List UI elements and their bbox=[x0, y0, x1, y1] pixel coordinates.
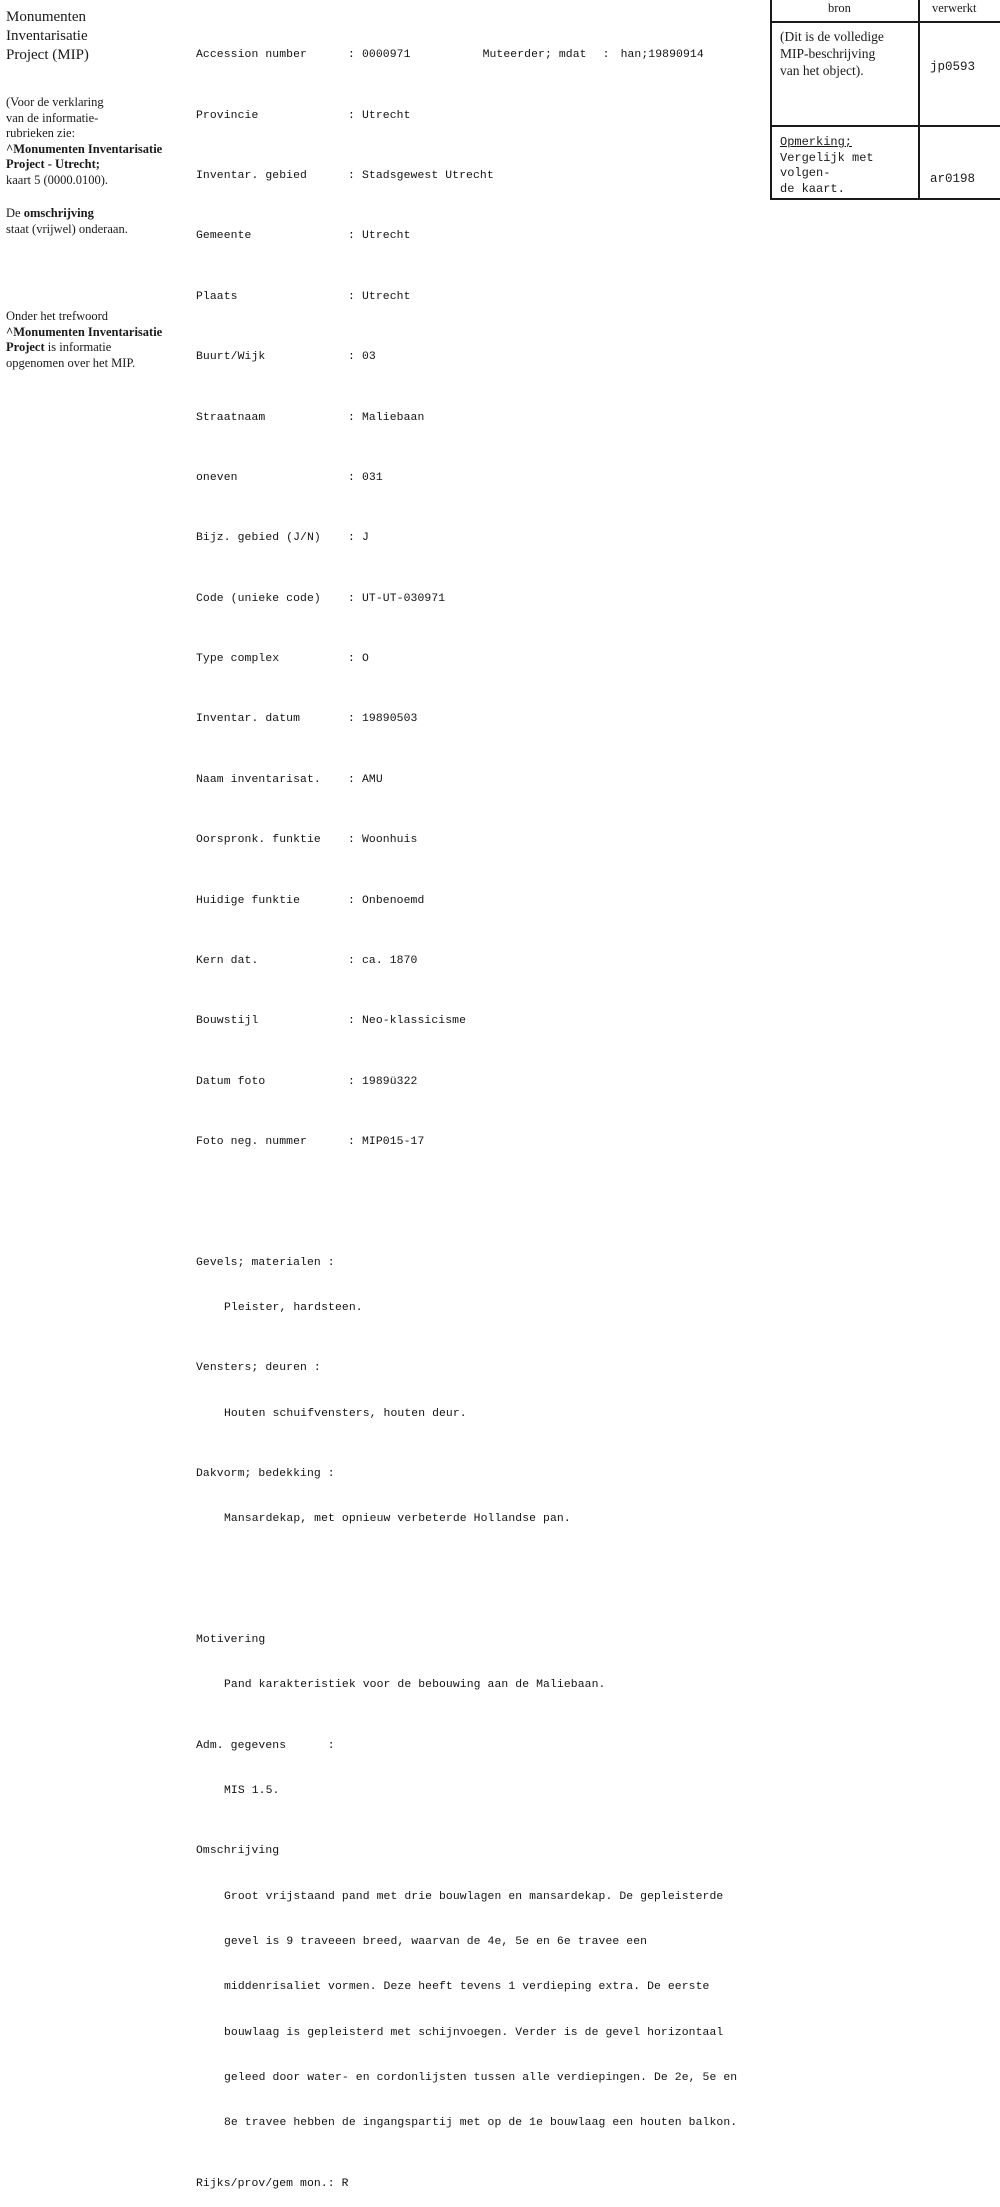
omschrijving-line bbox=[196, 1980, 766, 1995]
section-heading-omschrijving: Omschrijving bbox=[196, 1845, 280, 1858]
field-value-oorspronk-funktie: Woonhuis bbox=[362, 834, 418, 847]
field-label-bijz-gebied: Bijz. gebied (J/N) bbox=[196, 532, 321, 545]
field-value-gemeente: Utrecht bbox=[362, 230, 411, 243]
opmerking-heading: Opmerking; bbox=[780, 135, 853, 149]
section-text-adm-gegevens: MIS 1.5. bbox=[224, 1785, 280, 1798]
field-value-code: UT-UT-030971 bbox=[362, 592, 446, 605]
explanation-1-line-4: kaart 5 (0000.0100). bbox=[6, 172, 109, 187]
table-header-bron: bron bbox=[828, 1, 851, 15]
record-spacer bbox=[196, 1573, 766, 1588]
explanation-1-ref-line-2: Project - Utrecht; bbox=[6, 157, 100, 171]
field-value-oneven: 031 bbox=[362, 471, 383, 484]
section-line-gevels bbox=[196, 1301, 766, 1316]
table-header-verwerkt: verwerkt bbox=[932, 1, 977, 15]
field-value-huidige-funktie: Onbenoemd bbox=[362, 894, 425, 907]
field-colon: : bbox=[348, 411, 355, 424]
field-label-oneven: oneven bbox=[196, 471, 238, 484]
explanation-3-tail: is informatie bbox=[44, 340, 112, 354]
record-row-code bbox=[196, 592, 766, 607]
field-colon: : bbox=[348, 773, 355, 786]
table-cell-code-2: ar0198 bbox=[930, 172, 976, 186]
field-label-plaats: Plaats bbox=[196, 290, 238, 303]
field-colon: : bbox=[348, 471, 355, 484]
field-colon: : bbox=[348, 49, 355, 62]
record-row-naam-inventarisat bbox=[196, 773, 766, 788]
field-colon: : bbox=[348, 894, 355, 907]
table-row-rule bbox=[770, 125, 1000, 127]
table-column-divider bbox=[918, 0, 920, 200]
field-label-gemeente: Gemeente bbox=[196, 230, 252, 243]
field-value-foto-neg-nummer: MIP015-17 bbox=[362, 1136, 425, 1149]
field-colon: : bbox=[348, 653, 355, 666]
field-label-inventar-datum: Inventar. datum bbox=[196, 713, 301, 726]
explanation-1-ref-line-1: ^Monumenten Inventarisatie bbox=[6, 141, 163, 156]
record-row-oneven bbox=[196, 471, 766, 486]
field-value-accession: 0000971 bbox=[362, 49, 411, 62]
field-colon: : bbox=[348, 1136, 355, 1149]
explanation-block-3 bbox=[6, 309, 176, 371]
record-row-gemeente bbox=[196, 229, 766, 244]
page-title-line-3: Project (MIP) bbox=[6, 47, 89, 63]
page-title-line-2: Inventarisatie bbox=[6, 28, 88, 44]
section-text-dakvorm: Mansardekap, met opnieuw verbeterde Hollandse pan. bbox=[224, 1513, 571, 1526]
field-value-kern-dat: ca. 1870 bbox=[362, 954, 418, 967]
explanation-block-1 bbox=[6, 95, 176, 188]
field-colon: : bbox=[348, 1075, 355, 1088]
page-title-line-1: Monumenten bbox=[6, 9, 86, 25]
table-header-rule bbox=[770, 21, 1000, 23]
omschrijving-text-6: 8e travee hebben de ingangspartij met op de 1e bouwlaag een houten balkon. bbox=[224, 2117, 738, 2130]
record-row-type-complex bbox=[196, 652, 766, 667]
field-label-straatnaam: Straatnaam bbox=[196, 411, 266, 424]
table-cell-code-1: jp0593 bbox=[930, 60, 976, 74]
field-label-buurt-wijk: Buurt/Wijk bbox=[196, 351, 266, 364]
table-left-border bbox=[770, 0, 772, 200]
field-label-kern-dat: Kern dat. bbox=[196, 954, 259, 967]
explanation-3-line-2 bbox=[6, 340, 176, 356]
section-text-vensters: Houten schuifvensters, houten deur. bbox=[224, 1407, 467, 1420]
field-colon: : bbox=[348, 954, 355, 967]
explanation-block-2 bbox=[6, 206, 176, 237]
explanation-3-line-3: opgenomen over het MIP. bbox=[6, 355, 136, 370]
section-heading-motivering: Motivering bbox=[196, 1634, 266, 1647]
omschrijving-line bbox=[196, 1890, 766, 1905]
section-text-motivering: Pand karakteristiek voor de bebouwing aan de Maliebaan. bbox=[224, 1679, 606, 1692]
field-label-naam-inventarisat: Naam inventarisat. bbox=[196, 773, 321, 786]
explanation-3-ref-line-1: ^Monumenten Inventarisatie bbox=[6, 324, 163, 339]
field-label-bouwstijl: Bouwstijl bbox=[196, 1015, 259, 1028]
omschrijving-text-3: middenrisaliet vormen. Deze heeft tevens 1 verdieping extra. De eerste bbox=[224, 1981, 710, 1994]
record-row-inventar-datum bbox=[196, 712, 766, 727]
field-value-naam-inventarisat: AMU bbox=[362, 773, 383, 786]
page-title bbox=[6, 8, 176, 65]
record-row-rijks-prov-gem: Rijks/prov/gem mon.: R bbox=[196, 2177, 349, 2190]
section-text-gevels: Pleister, hardsteen. bbox=[224, 1302, 363, 1315]
field-label-oorspronk-funktie: Oorspronk. funktie bbox=[196, 834, 321, 847]
field-value-datum-foto: 1989ü322 bbox=[362, 1075, 418, 1088]
field-value-buurt-wijk: 03 bbox=[362, 351, 376, 364]
section-heading-adm-gegevens: Adm. gegevens : bbox=[196, 1739, 335, 1752]
record-row-foto-neg-nummer bbox=[196, 1135, 766, 1150]
record-row-inventar-gebied bbox=[196, 169, 766, 184]
explanation-2-prefix: De bbox=[6, 206, 24, 220]
table-note-line-3: van het object). bbox=[780, 63, 864, 78]
record-row-oorspronk-funktie bbox=[196, 833, 766, 848]
table-bottom-rule bbox=[770, 198, 1000, 200]
field-colon: : bbox=[348, 532, 355, 545]
field-label-code: Code (unieke code) bbox=[196, 592, 321, 605]
section-line-dakvorm bbox=[196, 1512, 766, 1527]
explanation-2-line-1 bbox=[6, 206, 176, 222]
field-colon: : bbox=[348, 713, 355, 726]
field-value-bijz-gebied: J bbox=[362, 532, 369, 545]
section-line-vensters bbox=[196, 1407, 766, 1422]
field-value-inventar-datum: 19890503 bbox=[362, 713, 418, 726]
record-row-buurt-wijk bbox=[196, 350, 766, 365]
field-value-bouwstijl: Neo-klassicisme bbox=[362, 1015, 467, 1028]
record-row-bouwstijl bbox=[196, 1014, 766, 1029]
opmerking-line-2: de kaart. bbox=[780, 181, 845, 196]
field-label-datum-foto: Datum foto bbox=[196, 1075, 266, 1088]
field-colon: : bbox=[348, 230, 355, 243]
record-row-provincie bbox=[196, 109, 766, 124]
field-colon: : bbox=[348, 170, 355, 183]
mip-record bbox=[196, 3, 766, 2207]
explanation-1-line-1: (Voor de verklaring bbox=[6, 95, 104, 109]
field-colon: : bbox=[348, 1015, 355, 1028]
omschrijving-text-2: gevel is 9 traveeen breed, waarvan de 4e, 5e en 6e travee een bbox=[224, 1936, 648, 1948]
omschrijving-line bbox=[196, 1935, 766, 1950]
field-colon: : bbox=[348, 834, 355, 847]
table-note-line-1: (Dit is de volledige bbox=[780, 29, 884, 44]
field-colon: : bbox=[348, 592, 355, 605]
field-label-huidige-funktie: Huidige funktie bbox=[196, 894, 301, 907]
explanatory-sidebar bbox=[6, 8, 176, 371]
omschrijving-text-1: Groot vrijstaand pand met drie bouwlagen en mansardekap. De gepleisterde bbox=[224, 1890, 724, 1903]
explanation-3-line-1: Onder het trefwoord bbox=[6, 309, 109, 323]
section-heading-gevels: Gevels; materialen : bbox=[196, 1256, 335, 1269]
explanation-2-keyword: omschrijving bbox=[23, 206, 94, 220]
omschrijving-text-5: geleed door water- en cordonlijsten tussen alle verdiepingen. De 2e, 5e en bbox=[224, 2071, 738, 2084]
record-row-accession bbox=[196, 48, 766, 63]
record-row-kern-dat bbox=[196, 954, 766, 969]
section-line-motivering bbox=[196, 1678, 766, 1693]
record-row-bijz-gebied bbox=[196, 531, 766, 546]
field-value-plaats: Utrecht bbox=[362, 290, 411, 303]
field-value-provincie: Utrecht bbox=[362, 109, 411, 122]
field-value-type-complex: O bbox=[362, 653, 369, 666]
record-row-huidige-funktie bbox=[196, 894, 766, 909]
field-value-straatnaam: Maliebaan bbox=[362, 411, 425, 424]
omschrijving-line bbox=[196, 2116, 766, 2131]
field-colon: : bbox=[348, 290, 355, 303]
record-row-straatnaam bbox=[196, 411, 766, 426]
omschrijving-line bbox=[196, 2026, 766, 2041]
record-spacer bbox=[196, 1195, 766, 1210]
field-colon: : bbox=[602, 49, 610, 62]
field-label-type-complex: Type complex bbox=[196, 653, 280, 666]
explanation-1-line-3: rubrieken zie: bbox=[6, 126, 76, 140]
field-label-accession: Accession number bbox=[196, 49, 307, 62]
omschrijving-text-4: bouwlaag is gepleisterd met schijnvoegen. Verder is de gevel horizontaal bbox=[224, 2026, 724, 2039]
field-label-muteerder: Muteerder; mdat bbox=[482, 49, 587, 62]
record-row-datum-foto bbox=[196, 1075, 766, 1090]
bron-verwerkt-table bbox=[770, 0, 1000, 200]
table-cell-opmerking bbox=[780, 135, 918, 197]
section-heading-dakvorm: Dakvorm; bedekking : bbox=[196, 1468, 335, 1481]
field-label-inventar-gebied: Inventar. gebied bbox=[196, 170, 307, 183]
omschrijving-line bbox=[196, 2071, 766, 2086]
field-colon: : bbox=[348, 351, 355, 364]
opmerking-line-1: Vergelijk met volgen- bbox=[780, 150, 874, 180]
field-label-provincie: Provincie bbox=[196, 109, 259, 122]
section-heading-vensters: Vensters; deuren : bbox=[196, 1362, 321, 1375]
table-note-line-2: MIP-beschrijving bbox=[780, 46, 876, 61]
explanation-1-line-2: van de informatie- bbox=[6, 110, 99, 125]
field-colon: : bbox=[348, 109, 355, 122]
record-row-plaats bbox=[196, 290, 766, 305]
explanation-2-line-2: staat (vrijwel) onderaan. bbox=[6, 221, 128, 236]
explanation-3-ref-line-2: Project bbox=[6, 340, 45, 354]
table-cell-note bbox=[780, 28, 915, 79]
field-value-inventar-gebied: Stadsgewest Utrecht bbox=[362, 170, 494, 183]
section-line-adm-gegevens bbox=[196, 1784, 766, 1799]
field-value-muteerder: han;19890914 bbox=[620, 49, 704, 62]
field-label-foto-neg-nummer: Foto neg. nummer bbox=[196, 1136, 307, 1149]
